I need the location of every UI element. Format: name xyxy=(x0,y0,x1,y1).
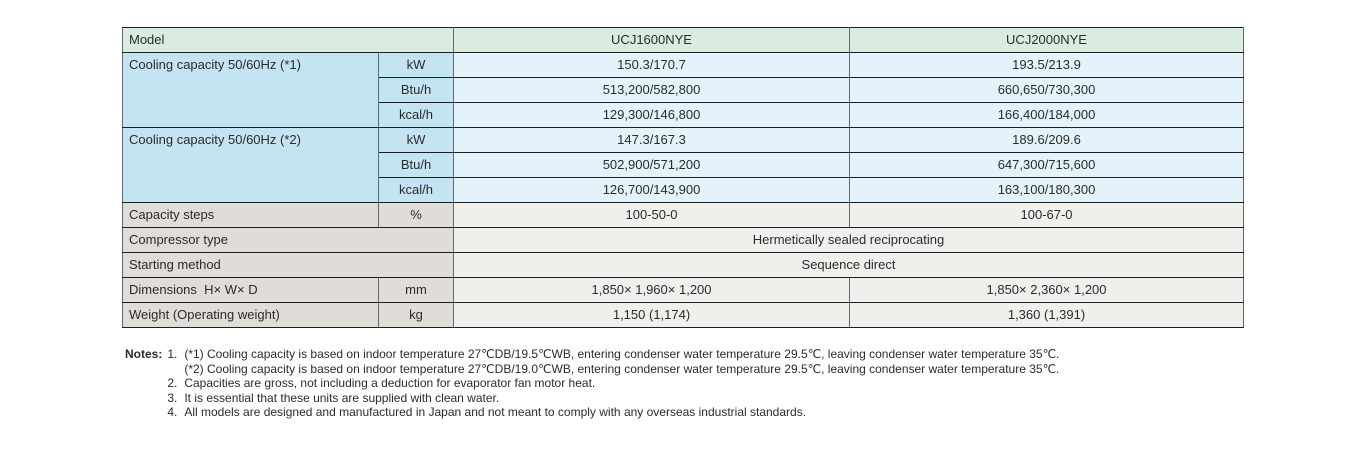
dimensions-row xyxy=(123,278,1244,303)
note-number: 3. xyxy=(167,390,178,405)
dimensions-label: Dimensions H× W× D xyxy=(123,278,379,303)
model-header-label: Model xyxy=(123,28,454,53)
model-name-2: UCJ2000NYE xyxy=(850,28,1244,53)
note-text: Capacities are gross, not including a deduction for evaporator fan motor heat. xyxy=(184,376,596,391)
cooling1-btu-value-1: 513,200/582,800 xyxy=(454,78,850,103)
cooling1-kcal-value-1: 129,300/146,800 xyxy=(454,103,850,128)
starting-method-value: Sequence direct xyxy=(454,253,1244,278)
model-name-1: UCJ1600NYE xyxy=(454,28,850,53)
note-number: 2. xyxy=(167,376,178,391)
spec-table-container xyxy=(122,27,1244,328)
cooling1-kw-row xyxy=(123,53,1244,78)
dimensions-value-1: 1,850× 1,960× 1,200 xyxy=(454,278,850,303)
compressor-type-value: Hermetically sealed reciprocating xyxy=(454,228,1244,253)
note-item-2 xyxy=(167,376,1059,391)
dimensions-unit: mm xyxy=(379,278,454,303)
cooling2-kcal-value-2: 163,100/180,300 xyxy=(850,178,1244,203)
weight-label: Weight (Operating weight) xyxy=(123,303,379,328)
cooling1-kw-unit: kW xyxy=(379,53,454,78)
cooling2-btu-unit: Btu/h xyxy=(379,153,454,178)
cooling2-kw-value-1: 147.3/167.3 xyxy=(454,128,850,153)
cooling2-kcal-value-1: 126,700/143,900 xyxy=(454,178,850,203)
compressor-type-label: Compressor type xyxy=(123,228,454,253)
weight-row xyxy=(123,303,1244,328)
capacity-steps-row xyxy=(123,203,1244,228)
cooling2-kw-value-2: 189.6/209.6 xyxy=(850,128,1244,153)
weight-value-1: 1,150 (1,174) xyxy=(454,303,850,328)
weight-value-2: 1,360 (1,391) xyxy=(850,303,1244,328)
note-text: All models are designed and manufactured in Japan and not meant to comply with any overseas industrial standards. xyxy=(184,405,807,420)
starting-method-row xyxy=(123,253,1244,278)
compressor-type-row xyxy=(123,228,1244,253)
cooling2-kw-unit: kW xyxy=(379,128,454,153)
cooling1-btu-value-2: 660,650/730,300 xyxy=(850,78,1244,103)
notes-section xyxy=(125,347,1059,420)
cooling2-btu-value-1: 502,900/571,200 xyxy=(454,153,850,178)
dimensions-value-2: 1,850× 2,360× 1,200 xyxy=(850,278,1244,303)
cooling2-label: Cooling capacity 50/60Hz (*2) xyxy=(123,128,379,203)
cooling1-kw-value-2: 193.5/213.9 xyxy=(850,53,1244,78)
model-row xyxy=(123,28,1244,53)
weight-unit: kg xyxy=(379,303,454,328)
cooling1-kw-value-1: 150.3/170.7 xyxy=(454,53,850,78)
spec-table xyxy=(122,27,1244,328)
cooling2-kcal-unit: kcal/h xyxy=(379,178,454,203)
note-item-1 xyxy=(167,347,1059,376)
starting-method-label: Starting method xyxy=(123,253,454,278)
note-item-4 xyxy=(167,405,1059,420)
cooling1-kcal-unit: kcal/h xyxy=(379,103,454,128)
capacity-steps-label: Capacity steps xyxy=(123,203,379,228)
note-text: It is essential that these units are supplied with clean water. xyxy=(184,390,500,405)
cooling1-btu-unit: Btu/h xyxy=(379,78,454,103)
note-item-3 xyxy=(167,391,1059,406)
cooling2-kw-row xyxy=(123,128,1244,153)
notes-list xyxy=(167,347,1059,420)
capacity-steps-value-2: 100-67-0 xyxy=(850,203,1244,228)
note-number: 4. xyxy=(167,405,178,420)
notes-heading: Notes: xyxy=(125,347,163,361)
cooling2-btu-value-2: 647,300/715,600 xyxy=(850,153,1244,178)
note-number: 1. xyxy=(167,347,178,361)
capacity-steps-value-1: 100-50-0 xyxy=(454,203,850,228)
note-text: (*1) Cooling capacity is based on indoor temperature 27℃DB/19.5℃WB, entering condenser water temperature 29.5℃, leaving condenser water temperature 35℃. (*2) Cooling capacity is based on indoor temperature 27℃DB/19.0℃WB, entering condenser water temperature 29.5℃, leaving condenser water temperature 35℃. xyxy=(184,347,1060,376)
capacity-steps-unit: % xyxy=(379,203,454,228)
cooling1-kcal-value-2: 166,400/184,000 xyxy=(850,103,1244,128)
cooling1-label: Cooling capacity 50/60Hz (*1) xyxy=(123,53,379,128)
